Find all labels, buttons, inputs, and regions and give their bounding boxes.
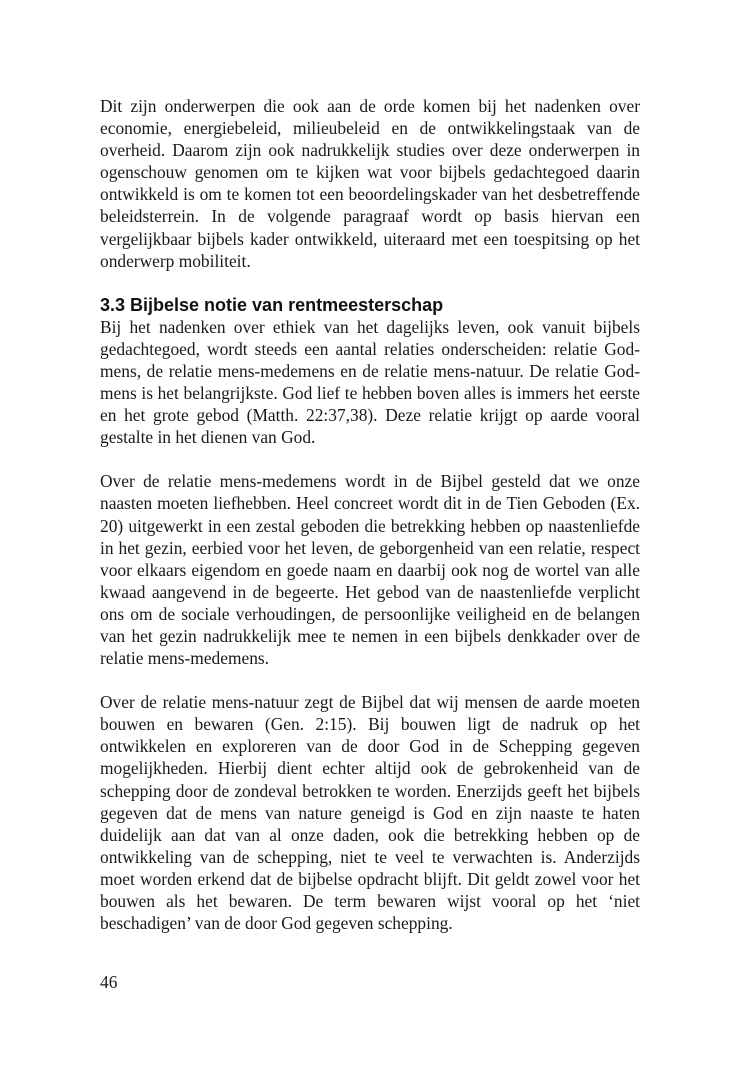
- page-body: [100, 95, 640, 934]
- paragraph-relations: Bij het nadenken over ethiek van het dagelijks leven, ook vanuit bijbels gedachtegoed, wordt steeds een aantal relaties onderscheiden: relatie God-mens, de relatie mens-medemens en de relatie mens-natuur. De relatie God-mens is het belangrijkste. God lief te hebben boven alles is immers het eerste en het grote gebod (Matth. 22:37,38). Deze relatie krijgt op aarde vooral gestalte in het dienen van God.: [100, 316, 640, 448]
- section-heading: 3.3 Bijbelse notie van rentmeesterschap: [100, 294, 444, 315]
- paragraph-gap: [100, 448, 640, 470]
- intro-paragraph: Dit zijn onderwerpen die ook aan de orde komen bij het nadenken over economie, energiebeleid, milieubeleid en de ontwikkelingstaak van de overheid. Daarom zijn ook nadrukkelijk studies over deze onderwerpen in ogenschouw genomen om te kijken wat voor bijbels gedachtegoed daarin ontwikkeld is om te komen tot een beoordelingskader van het desbetreffende beleidsterrein. In de volgende paragraaf wordt op basis hiervan een vergelijkbaar bijbels kader ontwikkeld, uiteraard met een toespitsing op het onderwerp mobiliteit.: [100, 96, 640, 271]
- paragraph-mens-medemens: Over de relatie mens-medemens wordt in de Bijbel gesteld dat we onze naasten moeten liefhebben. Heel concreet wordt dit in de Tien Geboden (Ex. 20) uitgewerkt in een zestal geboden die betrekking hebben op naastenliefde in het gezin, eerbied voor het leven, de geborgenheid van een relatie, respect voor elkaars eigendom en goede naam en daarbij ook nog de wortel van alle kwaad aangevend in de begeerte. Het gebod van de naastenliefde verplicht ons om de sociale verhoudingen, de persoonlijke veiligheid en de belangen van het gezin nadrukkelijk mee te nemen in een bijbels denkkader over de relatie mens-medemens.: [100, 471, 640, 669]
- paragraph-mens-natuur: Over de relatie mens-natuur zegt de Bijbel dat wij mensen de aarde moeten bouwen en bewaren (Gen. 2:15). Bij bouwen ligt de nadruk op het ontwikkelen en exploreren van de door God in de Schepping gegeven mogelijkheden. Hierbij dient echter altijd ook de gebrokenheid van de schepping door de zondeval betrokken te worden. Enerzijds geeft het bijbels gegeven dat de mens van nature geneigd is God en zijn naaste te haten duidelijk aan dat van al onze daden, ook die betrekking hebben op de ontwikkeling van de schepping, niet te veel te verwachten is. Anderzijds moet worden erkend dat de bijbelse opdracht blijft. Dit geldt zowel voor het bouwen als het bewaren. De term bewaren wijst vooral op het ‘niet beschadigen’ van de door God gegeven schepping.: [100, 692, 640, 934]
- paragraph-gap: [100, 669, 640, 691]
- page-number: 46: [100, 972, 118, 992]
